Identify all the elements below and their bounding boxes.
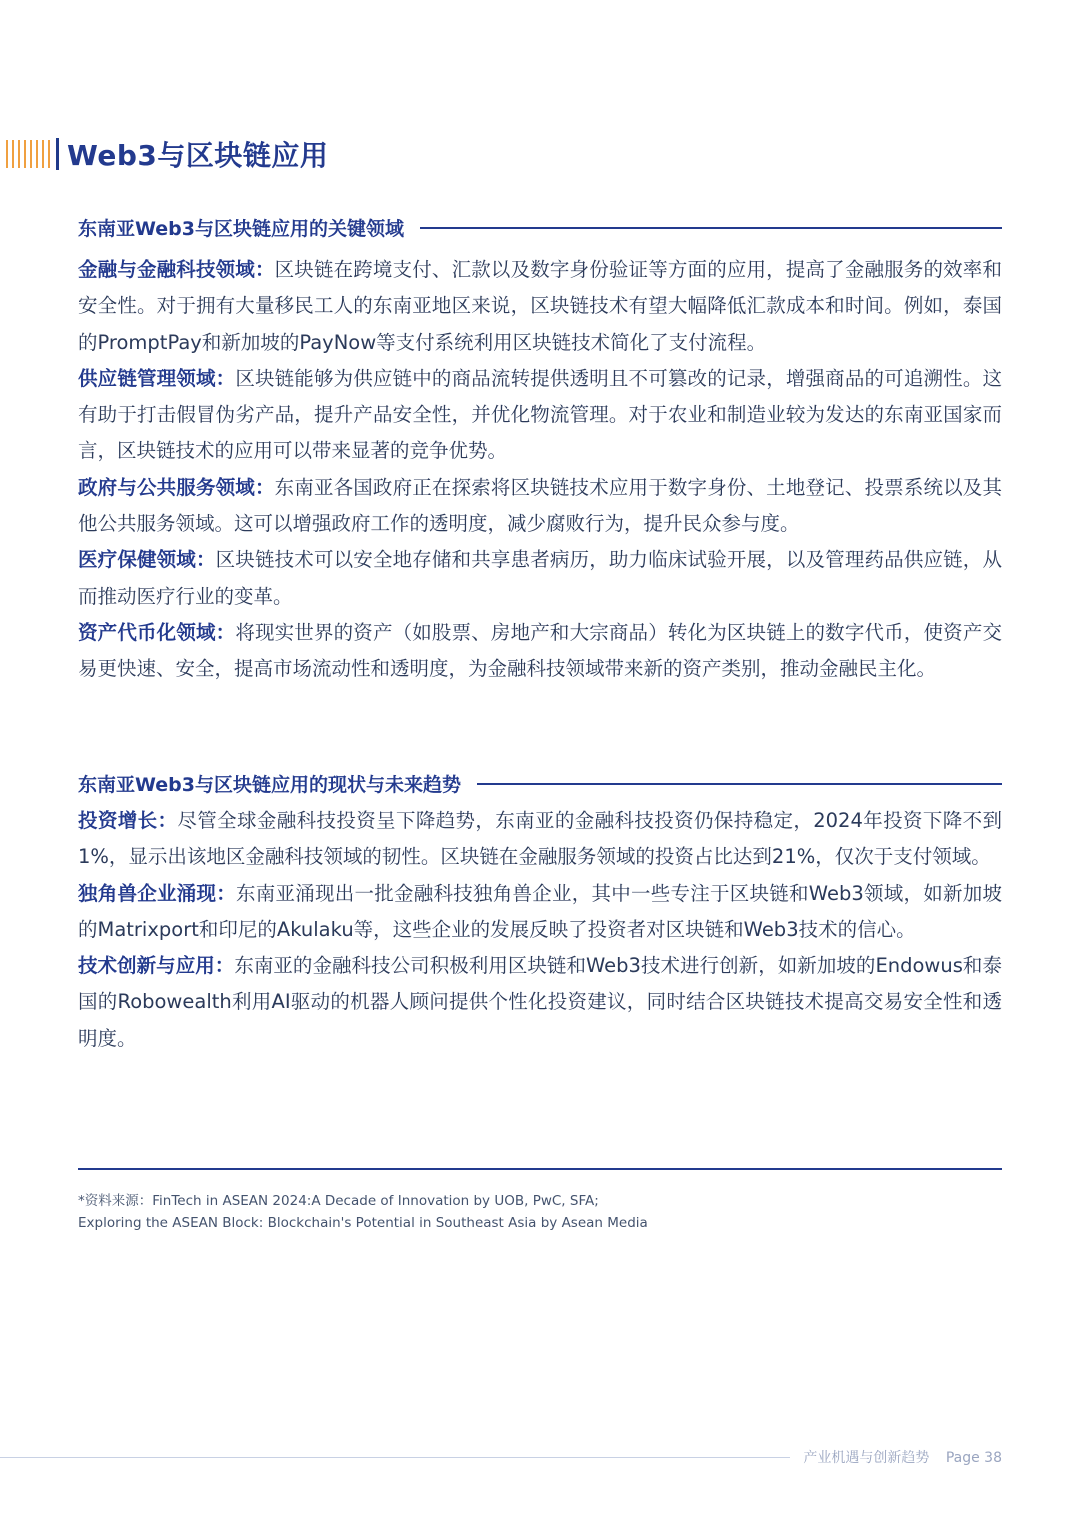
- orange-stripe: [12, 140, 14, 168]
- paragraph-text: 尽管全球金融科技投资呈下降趋势，东南亚的金融科技投资仍保持稳定，2024年投资下降不到1%，显示出该地区金融科技领域的韧性。区块链在金融服务领域的投资占比达到21%，仅次于支付领域。: [78, 809, 1002, 869]
- paragraph-text: 东南亚各国政府正在探索将区块链技术应用于数字身份、土地登记、投票系统以及其他公共服务领域。这可以增强政府工作的透明度，减少腐败行为，提升民众参与度。: [78, 475, 1002, 536]
- orange-stripe: [36, 140, 38, 168]
- paragraph-lead: 金融与金融科技领域：: [78, 258, 275, 281]
- paragraph-supply-chain: [78, 361, 1002, 470]
- paragraph-text: 东南亚的金融科技公司积极利用区块链和Web3技术进行创新，如新加坡的Endowus和泰国的Robowealth利用AI驱动的机器人顾问提供个性化投资建议，同时结合区块链技术提高交易安全性和透明度。: [78, 954, 1002, 1050]
- paragraph-lead: 独角兽企业涌现：: [78, 881, 237, 905]
- paragraph-investment: [78, 803, 1002, 876]
- section-body-key-areas: [78, 252, 1002, 688]
- footnote-line: Exploring the ASEAN Block: Blockchain's Potential in Southeast Asia by Asean Media: [78, 1215, 648, 1231]
- paragraph-unicorns: [78, 876, 1002, 949]
- page-footer: [803, 1447, 1002, 1467]
- footnote-sources: [78, 1190, 1002, 1234]
- paragraph-lead: 投资增长：: [78, 809, 178, 832]
- page-title-bar: [0, 132, 328, 176]
- orange-stripe: [30, 140, 32, 168]
- orange-stripe: [24, 140, 26, 168]
- section-heading-rule: [420, 227, 1002, 229]
- section-heading-text: 东南亚Web3与区块链应用的关键领域: [78, 218, 404, 240]
- paragraph-tokenization: [78, 615, 1002, 688]
- orange-stripe: [6, 140, 8, 168]
- footer-divider: [0, 1457, 790, 1458]
- paragraph-text: 区块链能够为供应链中的商品流转提供透明且不可篡改的记录，增强商品的可追溯性。这有助于打击假冒伪劣产品，提升产品安全性，并优化物流管理。对于农业和制造业较为发达的东南亚国家而言，区块链技术的应用可以带来显著的竞争优势。: [78, 366, 1002, 463]
- blue-stripe: [56, 138, 59, 170]
- orange-stripe: [18, 140, 20, 168]
- title-stripes-decoration: [6, 139, 67, 169]
- section-heading-rule: [477, 783, 1002, 785]
- paragraph-text: 区块链在跨境支付、汇款以及数字身份验证等方面的应用，提高了金融服务的效率和安全性。对于拥有大量移民工人的东南亚地区来说，区块链技术有望大幅降低汇款成本和时间。例如，泰国的PromptPay和新加坡的PayNow等支付系统利用区块链技术简化了支付流程。: [78, 258, 1002, 354]
- paragraph-text: 将现实世界的资产（如股票、房地产和大宗商品）转化为区块链上的数字代币，使资产交易更快速、安全，提高市场流动性和透明度，为金融科技领域带来新的资产类别，推动金融民主化。: [78, 620, 1002, 681]
- paragraph-lead: 供应链管理领域：: [78, 366, 236, 390]
- footer-section-label: 产业机遇与创新趋势: [803, 1450, 930, 1466]
- paragraph-lead: 资产代币化领域：: [78, 620, 236, 644]
- page-number: Page 38: [945, 1450, 1002, 1466]
- section-body-trends: [78, 803, 1002, 1057]
- paragraph-government: [78, 470, 1002, 543]
- paragraph-innovation: [78, 948, 1002, 1057]
- page-title: Web3与区块链应用: [67, 139, 329, 172]
- paragraph-lead: 医疗保健领域：: [78, 548, 216, 572]
- footnote-divider: [78, 1168, 1002, 1170]
- paragraph-healthcare: [78, 542, 1002, 615]
- footnote-line: *资料来源：FinTech in ASEAN 2024:A Decade of Innovation by UOB, PwC, SFA;: [78, 1193, 599, 1209]
- orange-stripe: [42, 140, 44, 168]
- paragraph-lead: 政府与公共服务领域：: [78, 475, 275, 499]
- paragraph-text: 东南亚涌现出一批金融科技独角兽企业，其中一些专注于区块链和Web3领域，如新加坡的Matrixport和印尼的Akulaku等，这些企业的发展反映了投资者对区块链和Web3技术的信心。: [78, 881, 1002, 941]
- section-heading-trends: [78, 770, 1002, 797]
- orange-stripe: [48, 140, 50, 168]
- paragraph-finance: [78, 252, 1002, 361]
- section-heading-key-areas: [78, 214, 1002, 241]
- paragraph-lead: 技术创新与应用：: [78, 954, 235, 978]
- section-heading-text: 东南亚Web3与区块链应用的现状与未来趋势: [78, 774, 461, 796]
- paragraph-text: 区块链技术可以安全地存储和共享患者病历，助力临床试验开展，以及管理药品供应链，从而推动医疗行业的变革。: [78, 548, 1002, 608]
